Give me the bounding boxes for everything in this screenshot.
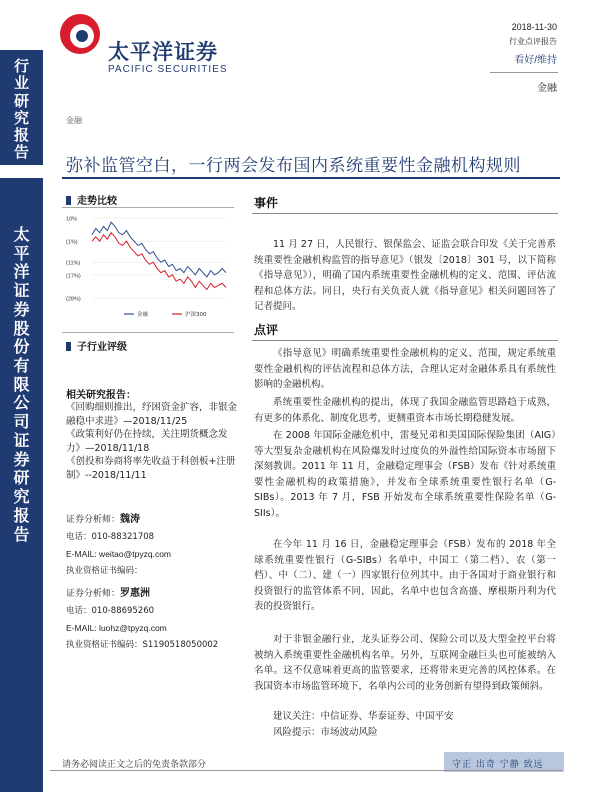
series-line-0 xyxy=(92,222,226,277)
title-divider xyxy=(62,177,560,179)
report-type: 行业点评报告 xyxy=(509,37,557,46)
comment-paragraph: 在 2008 年国际金融危机中，雷曼兄弟和美国国际保险集团（AIG）等大型复杂金融机构在风险爆发时过度负的外溢性给国际资本市场留下深刻教训。2011 年 11 月，金融稳定理事会（FSB）发布《针对系统重要性金融机构的政策措施》，并发布全球系统重要性银行名单（G-SIBs）。2013 年 7 月，FSB 开始发布全球系统重要性保险名单（G-SIIs）。 xyxy=(254,430,556,519)
report-category-label xyxy=(0,58,43,162)
company-band xyxy=(0,178,43,792)
section-marker-icon xyxy=(66,196,71,205)
comment-divider xyxy=(252,340,558,341)
analyst-name: 魏涛 xyxy=(120,514,141,525)
sidebar-char: 究 xyxy=(13,487,30,507)
sidebar-char: 太 xyxy=(13,225,30,244)
footer-motto: 守正 出奇 宁静 致远 xyxy=(452,760,544,770)
report-meta xyxy=(509,22,557,66)
sidebar-char: 研 xyxy=(13,91,29,110)
y-tick-label: 10% xyxy=(66,216,78,223)
page-title: 弥补监管空白，一行两会发布国内系统重要性金融机构规则 xyxy=(66,156,521,176)
trend-chart-svg xyxy=(64,212,232,324)
sidebar-char: 司 xyxy=(13,412,30,432)
sidebar-char: 限 xyxy=(13,374,30,394)
sidebar-char: 券 xyxy=(13,299,30,319)
sidebar-char: 报 xyxy=(13,505,30,525)
trend-chart xyxy=(64,212,232,324)
footer-disclaimer: 请务必阅读正文之后的免责条款部分 xyxy=(62,760,207,770)
related-report-item: 《政策利好仍在持续，关注期货概念发力》—2018/11/18 xyxy=(66,429,228,454)
suggested-stocks: 建议关注：中信证券、华泰证券、中国平安 xyxy=(273,711,454,722)
analyst-cert: 执业资格证书编码：S1190518050002 xyxy=(66,640,219,650)
analyst-email[interactable]: E-MAIL: luohz@tpyzq.com xyxy=(66,623,167,633)
y-tick-label: (17%) xyxy=(66,273,81,280)
event-paragraph: 11 月 27 日，人民银行、银保监会、证监会联合印发《关于完善系统重要性金融机构监管的指导意见》（银发〔2018〕301 号，以下简称《指导意见》），明确了国内系统重要性金融机构的定义、范围、评估流程和总体方法。同日，央行有关负责人就《指导意见》相关问题回答了记者提问。 xyxy=(254,239,556,313)
company-vertical-label xyxy=(0,226,43,544)
chart-divider xyxy=(62,332,234,333)
analyst-card xyxy=(66,513,238,578)
event-heading: 事件 xyxy=(254,196,279,210)
sidebar-char: 证 xyxy=(13,281,30,301)
report-date: 2018-11-30 xyxy=(511,22,557,32)
y-tick-label: (28%) xyxy=(66,296,81,303)
comment-paragraph: 《指导意见》明确系统重要性金融机构的定义、范围，规定系统重要性金融机构的评估流程和总体方法，合理认定对金融体系具有系统性影响的金融机构。 xyxy=(254,348,556,391)
sub-rating-label: 子行业评级 xyxy=(66,338,127,353)
sidebar-char: 份 xyxy=(13,337,30,357)
analyst-label: 证券分析师： xyxy=(66,589,121,599)
comment-heading: 点评 xyxy=(254,323,279,337)
sidebar-char: 告 xyxy=(13,524,30,544)
related-reports-title: 相关研究报告： xyxy=(66,390,136,401)
related-report-item: 《回购细则推出，纾困资金扩容，非银金融稳中求进》—2018/11/25 xyxy=(66,402,238,427)
sidebar-char: 券 xyxy=(13,449,30,469)
legend-label: 金融 xyxy=(137,312,149,318)
sidebar-char: 行 xyxy=(13,57,29,75)
industry-name: 金融 xyxy=(537,83,557,94)
sidebar-char: 洋 xyxy=(13,262,30,282)
analyst-email[interactable]: E-MAIL: weitao@tpyzq.com xyxy=(66,549,171,559)
left-sidebar xyxy=(0,0,43,792)
sidebar-char: 告 xyxy=(13,143,29,162)
header-divider xyxy=(490,72,558,73)
sidebar-char: 股 xyxy=(13,318,30,338)
y-tick-label: (11%) xyxy=(66,260,81,267)
risk-warning: 风险提示：市场波动风险 xyxy=(273,727,378,738)
comment-paragraph: 在今年 11 月 16 日，金融稳定理事会（FSB）发布的 2018 年全球系统重要性银行（G-SIBs）名单中，中国工（第二档）、农（第一档）、中（二）、建（一）四家银行位列其中。由于各国对于商业银行和投资银行的监管体系不同，因此，名单中也包含高盛、摩根斯丹利为代表的投资银行。 xyxy=(254,539,556,613)
analyst-phone: 电话：010-88321708 xyxy=(66,532,155,542)
section-marker-icon xyxy=(66,342,71,351)
related-reports-list xyxy=(66,401,238,482)
trend-divider xyxy=(62,207,234,208)
analyst-cert: 执业资格证书编码： xyxy=(66,566,143,576)
trend-section-label: 走势比较 xyxy=(66,192,117,207)
analyst-card xyxy=(66,587,238,652)
y-tick-label: (1%) xyxy=(66,239,78,246)
industry-rating: 看好/维持 xyxy=(514,55,557,66)
related-report-item: 《创投和券商将率先收益于科创板+注册制》--2018/11/11 xyxy=(66,456,236,481)
legend-label: 沪深300 xyxy=(185,312,207,318)
analyst-phone: 电话：010-88695260 xyxy=(66,606,155,616)
sidebar-char: 公 xyxy=(13,393,30,413)
sidebar-char: 平 xyxy=(13,243,30,263)
comment-paragraph: 对于非银金融行业，龙头证券公司、保险公司以及大型金控平台将被纳入系统重要性金融机构名单。另外，互联网金融巨头也可能被纳入名单。这不仅意味着更高的监管要求，还将带来更完善的风控体系。在我国资本市场监管环境下，名单内公司的业务创新有望得到政策倾斜。 xyxy=(254,634,556,692)
sidebar-char: 业 xyxy=(13,74,29,93)
company-name-cn: 太平洋证券 xyxy=(108,40,218,64)
comment-paragraph: 系统重要性金融机构的提出，体现了我国金融监管思路趋于成熟，有更多的体系化、制度化思考，更侧重资本市场长期稳健发展。 xyxy=(254,397,556,424)
sidebar-char: 研 xyxy=(13,468,30,488)
sidebar-char: 究 xyxy=(13,108,29,127)
analyst-name: 罗惠洲 xyxy=(120,588,151,599)
sidebar-char: 有 xyxy=(13,356,30,376)
footer-divider xyxy=(50,770,562,771)
report-category-band xyxy=(0,50,43,165)
company-logo-icon xyxy=(60,14,100,54)
sidebar-char: 证 xyxy=(13,430,30,450)
sector-tag: 金融 xyxy=(66,116,82,125)
sidebar-char: 报 xyxy=(13,126,29,144)
analyst-label: 证券分析师： xyxy=(66,515,121,525)
company-name-en: PACIFIC SECURITIES xyxy=(108,64,228,75)
event-divider xyxy=(252,213,558,214)
